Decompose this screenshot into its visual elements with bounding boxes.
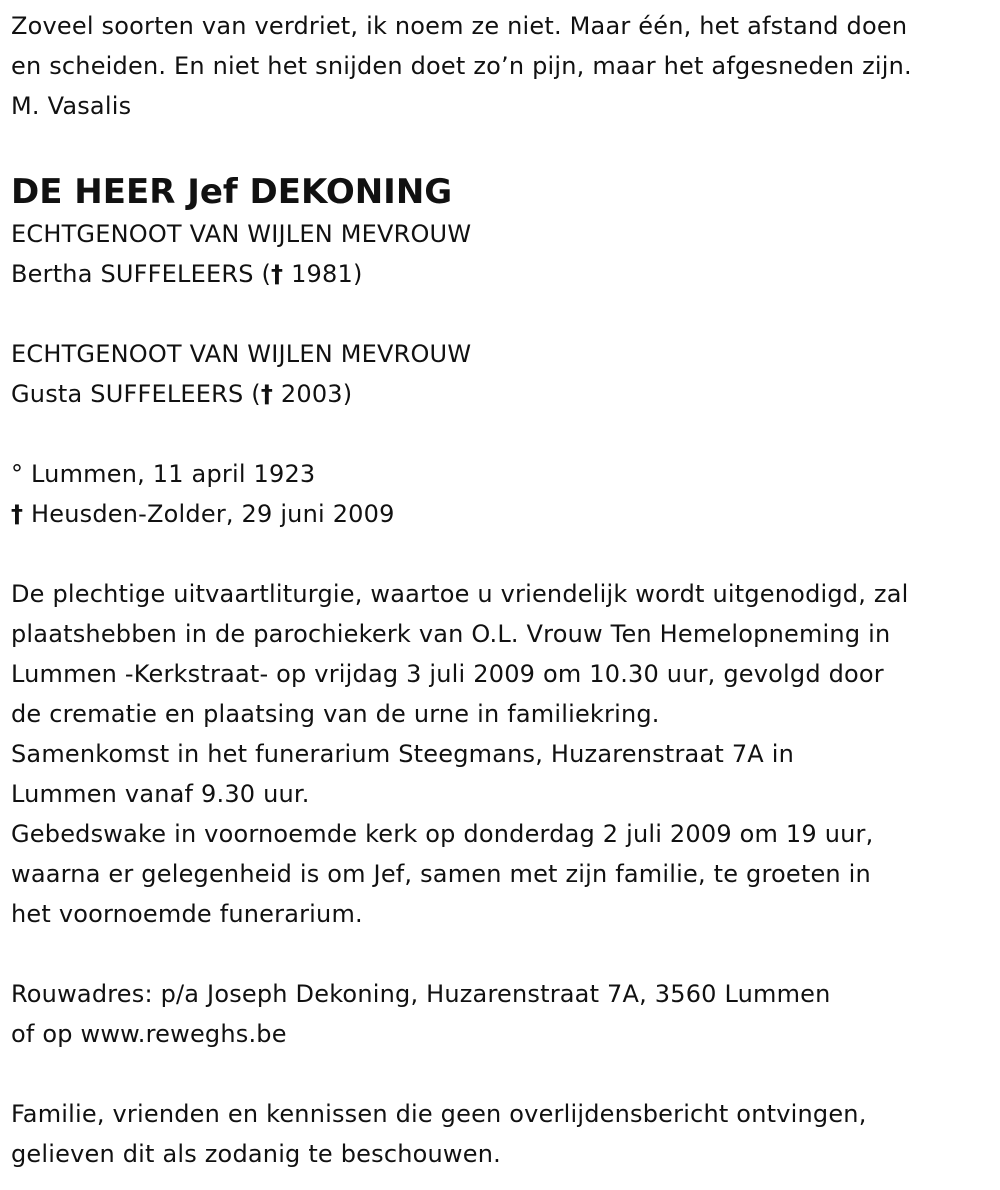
quote-block [11,6,1000,126]
cross-icon: † [11,500,24,528]
funeral-details [11,574,1000,934]
spouse-year: 1981) [283,260,363,288]
spacer [11,1054,1000,1094]
death-line [11,494,1000,534]
birth-line [11,454,1000,494]
address-website: of op www.reweghs.be [11,1020,287,1048]
funeral-line: De plechtige uitvaartliturgie, waartoe u vriendelijk wordt uitgenodigd, zal [11,580,909,608]
funeral-line: Samenkomst in het funerarium Steegmans, Huzarenstraat 7A in [11,740,795,768]
cross-icon: † [260,380,274,408]
funeral-line: waarna er gelegenheid is om Jef, samen met zijn familie, te groeten in [11,860,871,888]
spouse-year: 2003) [273,380,353,408]
funeral-line: de crematie en plaatsing van de urne in familiekring. [11,700,660,728]
life-dates [11,454,1000,534]
cross-icon: † [271,260,284,288]
spouse-name [11,254,1000,294]
spouse-name-text: Gusta SUFFELEERS ( [11,380,261,408]
closing-line: Familie, vrienden en kennissen die geen overlijdensbericht ontvingen, [11,1100,867,1128]
closing-line: gelieven dit als zodanig te beschouwen. [11,1140,501,1168]
spouse-name-text: Bertha SUFFELEERS ( [11,260,272,288]
funeral-line: Lummen vanaf 9.30 uur. [11,780,310,808]
spacer [11,534,1000,574]
funeral-line: het voornoemde funerarium. [11,900,363,928]
funeral-line: plaatshebben in de parochiekerk van O.L. Vrouw Ten Hemelopneming in [11,620,891,648]
quote-line: Zoveel soorten van verdriet, ik noem ze niet. Maar één, het afstand doen [11,12,908,40]
funeral-line: Lummen -Kerkstraat- op vrijdag 3 juli 2009 om 10.30 uur, gevolgd door [11,660,884,688]
deceased-name: DE HEER Jef DEKONING [11,172,453,212]
spouse-title: ECHTGENOOT VAN WIJLEN MEVROUW [11,220,472,248]
spouse-block [11,334,1000,414]
spacer [11,294,1000,334]
birth-text: Lummen, 11 april 1923 [23,460,316,488]
quote-author: M. Vasalis [11,92,132,120]
spacer [11,934,1000,974]
closing-note [11,1094,1000,1174]
quote-line: en scheiden. En niet het snijden doet zo’n pijn, maar het afgesneden zijn. [11,52,912,80]
birth-icon: ° [11,460,24,488]
death-text: Heusden-Zolder, 29 juni 2009 [23,500,395,528]
spacer [11,414,1000,454]
funeral-line: Gebedswake in voornoemde kerk op donderdag 2 juli 2009 om 19 uur, [11,820,874,848]
spouse-title: ECHTGENOOT VAN WIJLEN MEVROUW [11,340,472,368]
spacer [11,126,1000,166]
spouse-name [11,374,1000,414]
mourning-address [11,974,1000,1054]
spouse-block [11,214,1000,294]
address-line: Rouwadres: p/a Joseph Dekoning, Huzarenstraat 7A, 3560 Lummen [11,980,831,1008]
